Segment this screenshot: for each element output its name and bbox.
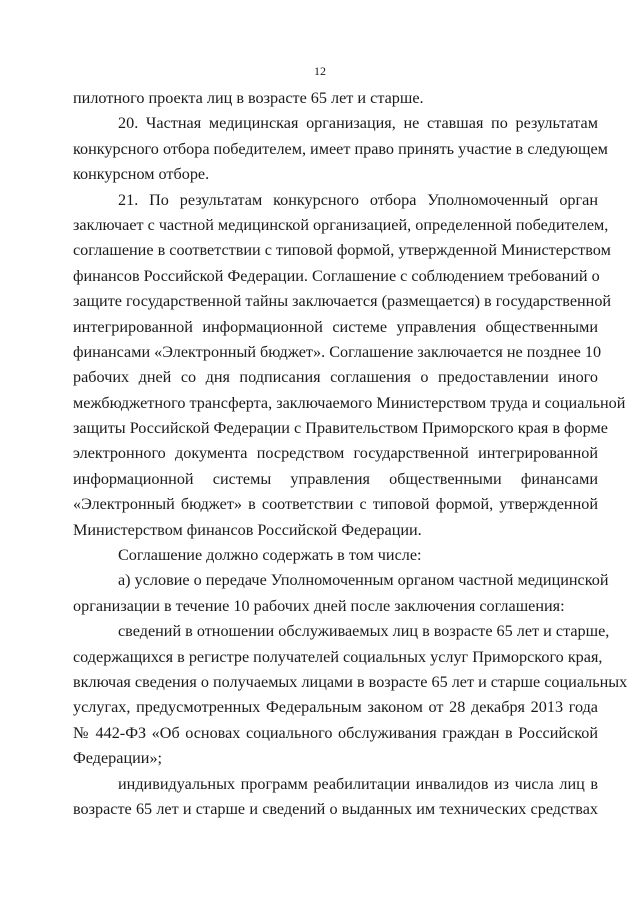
text-line: защите государственной тайны заключается (размещается) в государственной [73,292,612,311]
text-line: заключает с частной медицинской организацией, определенной победителем, [73,215,609,234]
text-line: информационной системы управления общественными финансами [73,469,598,488]
text-line: 20. Частная медицинская организация, не ставшая по результатам [118,114,598,133]
text-line: электронного документа посредством государственной интегрированной [73,444,598,463]
text-line: соглашение в соответствии с типовой формой, утвержденной Министерством [73,241,611,260]
text-line: включая сведения о получаемых лицами в возрасте 65 лет и старше социальных [73,672,628,691]
text-line: индивидуальных программ реабилитации инвалидов из числа лиц в [118,774,598,793]
text-line: 21. По результатам конкурсного отбора Уполномоченный орган [118,190,598,209]
text-line: содержащихся в регистре получателей социальных услуг Приморского края, [73,647,603,666]
text-line: Министерством финансов Российской Федерации. [73,520,422,539]
text-line: № 442-ФЗ «Об основах социального обслуживания граждан в Российской [73,723,598,742]
text-line: конкурсного отбора победителем, имеет право принять участие в следующем [73,139,608,158]
document-body [73,86,628,822]
text-line: финансов Российской Федерации. Соглашение с соблюдением требований о [73,266,600,285]
text-line: «Электронный бюджет» в соответствии с типовой формой, утвержденной [73,495,598,514]
text-line: конкурсном отборе. [73,165,210,184]
text-line: а) условие о передаче Уполномоченным органом частной медицинской [118,571,609,590]
text-line: пилотного проекта лиц в возрасте 65 лет и старше. [73,89,424,107]
text-line: организации в течение 10 рабочих дней после заключения соглашения: [73,596,565,615]
text-line: Федерации»; [73,749,163,768]
text-line: финансами «Электронный бюджет». Соглашение заключается не позднее 10 [73,342,602,361]
page-number: 12 [314,64,326,78]
text-line: услугах, предусмотренных Федеральным законом от 28 декабря 2013 года [73,698,598,717]
text-line: возрасте 65 лет и старше и сведений о выданных им технических средствах [73,799,598,818]
text-line: защиты Российской Федерации с Правительством Приморского края в форме [73,419,608,438]
text-line: интегрированной информационной системе управления общественными [73,317,598,336]
text-line: Соглашение должно содержать в том числе: [118,546,422,565]
text-line: межбюджетного трансферта, заключаемого Министерством труда и социальной [73,393,626,412]
text-line: сведений в отношении обслуживаемых лиц в возрасте 65 лет и старше, [118,622,610,641]
text-line: рабочих дней со дня подписания соглашения о предоставлении иного [73,368,598,387]
